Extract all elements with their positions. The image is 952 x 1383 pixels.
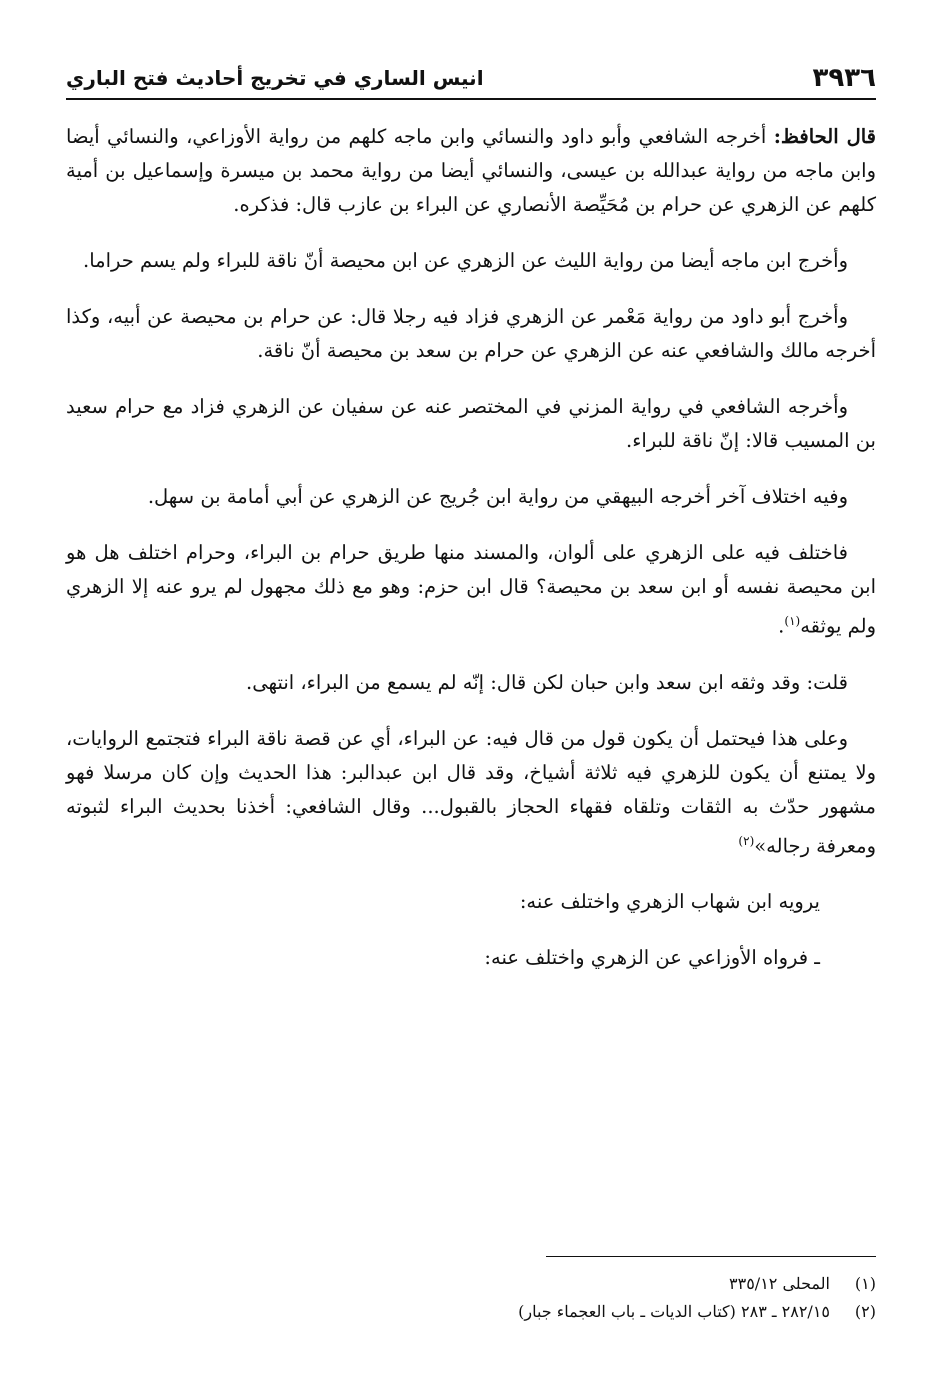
paragraph-text: وعلى هذا فيحتمل أن يكون قول من قال فيه: عن البراء، أي عن قصة ناقة البراء فتجتمع الروايات، ولا يمتنع أن يكون للزهري فيه ثلاثة أشياخ، وقد قال ابن عبدالبر: هذا الحديث وإن كان مرسلا فهو مشهور حدّث به الثقات وتلقاه فقهاء الحجاز بالقبول... وقال الشافعي: أخذنا بحديث البراء لثبوته ومعرفة رجاله» — [66, 726, 876, 857]
footnotes — [66, 1270, 876, 1326]
chain-line: ـ فرواه الأوزاعي عن الزهري واختلف عنه: — [484, 946, 820, 969]
footnote-marker: (١) — [784, 614, 801, 628]
paragraph-text: وأخرج أبو داود من رواية مَعْمر عن الزهري فزاد فيه رجلا قال: عن حرام بن محيصة عن أبيه، وكذا أخرجه مالك والشافعي عنه عن الزهري عن حرام بن سعد بن محيصة أنّ ناقة. — [66, 305, 876, 362]
book-title: انيس الساري في تخريج أحاديث فتح الباري — [66, 66, 484, 90]
paragraph-text: وفيه اختلاف آخر أخرجه البيهقي من رواية ابن جُريج عن الزهري عن أبي أمامة بن سهل. — [147, 485, 848, 508]
page-header — [66, 58, 876, 100]
footnote-text: ٢٨٢/١٥ ـ ٢٨٣ (كتاب الديات ـ باب العجماء جبار) — [518, 1302, 830, 1321]
paragraph — [66, 120, 876, 222]
paragraph-lead: قال الحافظ: — [773, 125, 876, 148]
footnote — [66, 1298, 876, 1326]
paragraph-text: فاختلف فيه على الزهري على ألوان، والمسند منها طريق حرام بن البراء، وحرام اختلف هل هو ابن محيصة نفسه أو ابن سعد بن محيصة؟ قال ابن حزم: وهو مع ذلك مجهول لم يرو عنه إلا الزهري ولم يوثقه — [66, 541, 876, 638]
paragraph — [66, 722, 876, 864]
footnote-number: (١) — [854, 1274, 876, 1293]
chain-line: يرويه ابن شهاب الزهري واختلف عنه: — [519, 890, 820, 913]
paragraph — [66, 300, 876, 368]
paragraph-text: وأخرجه الشافعي في رواية المزني في المختصر عنه عن سفيان عن الزهري فزاد مع حرام سعيد بن المسيب قالا: إنّ ناقة للبراء. — [66, 395, 876, 452]
page-number: ٣٩٣٦ — [812, 63, 876, 93]
paragraph-text: قلت: وقد وثقه ابن سعد وابن حبان لكن قال: إنّه لم يسمع من البراء، انتهى. — [246, 670, 848, 694]
paragraph — [66, 390, 876, 458]
footnote-text: المحلى ٣٣٥/١٢ — [729, 1274, 830, 1293]
paragraph — [66, 536, 876, 644]
footnote-divider — [546, 1256, 876, 1257]
paragraph-tail: . — [778, 614, 785, 638]
main-text — [66, 120, 876, 997]
footnote-number: (٢) — [854, 1302, 876, 1321]
paragraph — [66, 244, 876, 278]
paragraph — [66, 666, 876, 700]
paragraph-text: وأخرج ابن ماجه أيضا من رواية الليث عن الزهري عن ابن محيصة أنّ ناقة للبراء ولم يسم حراما. — [83, 249, 848, 272]
footnote-marker: (٢) — [738, 833, 755, 848]
paragraph-text: أخرجه الشافعي وأبو داود والنسائي وابن ماجه كلهم من رواية الأوزاعي، والنسائي أيضا وابن ماجه من رواية عبدالله بن عيسى، والنسائي أيضا من رواية محمد بن ميسرة وإسماعيل بن أمية كلهم عن الزهري عن حرام بن مُحَيِّصة الأنصاري عن البراء بن عازب قال: فذكره. — [66, 125, 876, 216]
footnote — [66, 1270, 876, 1298]
paragraph — [66, 480, 876, 514]
